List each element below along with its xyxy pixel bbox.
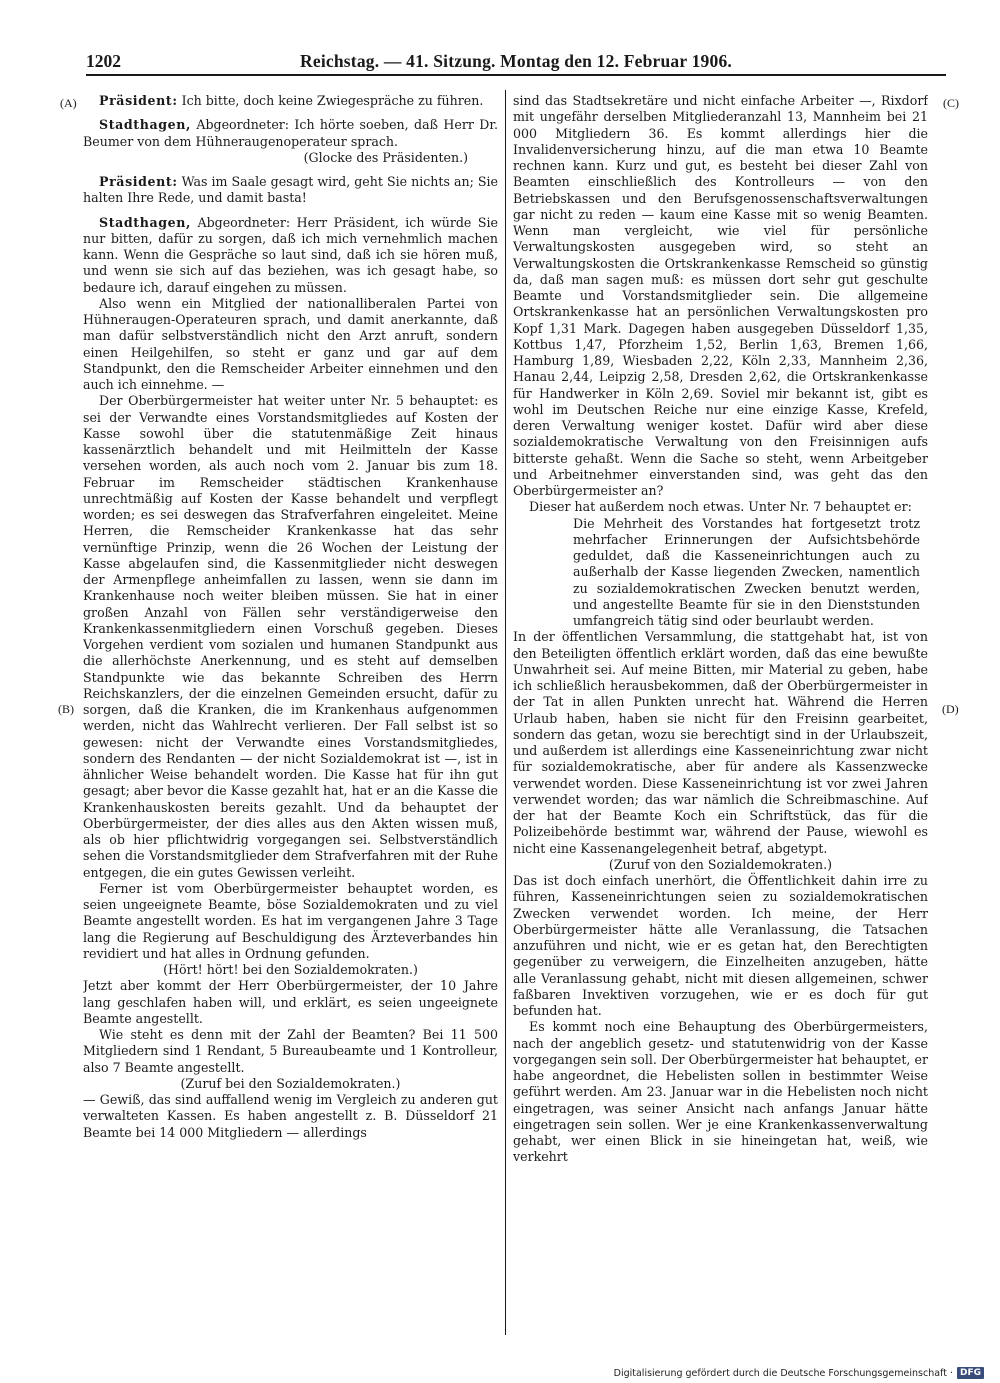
paragraph (513, 629, 928, 857)
running-title: Reichstag. — 41. Sitzung. Montag den 12. Februar 1906. (300, 51, 732, 71)
right-column (513, 93, 928, 1338)
footer-text: Digitalisierung gefördert durch die Deutsche Forschungsgemeinschaft · (613, 1367, 953, 1379)
paragraph (513, 873, 928, 1019)
dfg-logo: DFG (957, 1367, 984, 1379)
paragraph-text: — Gewiß, das sind auffallend wenig im Vergleich zu anderen gut verwalteten Kassen. Es haben angestellt z. B. Düsseldorf 21 Beamte bei 14 000 Mitgliedern — allerdings (83, 1092, 498, 1140)
interjection (83, 150, 498, 166)
paragraph-text: Wie steht es denn mit der Zahl der Beamten? Bei 11 500 Mitgliedern sind 1 Rendant, 5 Bureaubeamte und 1 Kontrolleur, also 7 Beamte angestellt. (83, 1027, 498, 1075)
footer (614, 1366, 984, 1380)
speaker-paragraph (83, 215, 498, 296)
paragraph-text: Das ist doch einfach unerhört, die Öffentlichkeit dahin irre zu führen, Kasseneinrichtungen seien zu sozialdemokratischen Zwecken verwendet worden. Ich meine, der Herr Oberbürgermeister hätte alle Veranlassung, die Tatsachen anzuführen und nicht, wie er es getan hat, den Berechtigten gegenüber zu verweigern, die Einzelheiten anzugeben, hätte alle Veranlassung gehabt, nicht mit diesen allgemeinen, schwer faßbaren Invektiven vorzugehen, wie er es doch für gut befunden hat. (513, 873, 928, 1018)
speaker-paragraph (83, 174, 498, 207)
column-divider (505, 90, 506, 1335)
paragraph-text: Also wenn ein Mitglied der nationalliberalen Partei von Hühneraugen-Operateuren sprach, und damit anerkannte, daß man dafür selbstverständlich nicht den Arzt anruft, sondern einen Heilgehilfen, so steht er ganz und gar auf dem Standpunkt, den die Remscheider Arbeiter einnehmen und den auch ich einnehme. — (83, 295, 498, 392)
paragraph-text: In der öffentlichen Versammlung, die stattgehabt hat, ist von den Beteiligten öffentlich erklärt worden, daß das eine bewußte Unwahrheit sei. Auf meine Bitten, mir Material zu geben, habe ich schließlich herausbekommen, daß der Oberbürgermeister in der Tat in allen Punkten unrecht hat. Während die Herren Urlaub haben, haben sie nicht für den Freisinn gearbeitet, sondern das getan, wozu sie berechtigt sind in der Urlaubszeit, und außerdem ist allerdings eine Kasseneinrichtung zwar nicht für sozialdemokratische, aber für andere als Kassenzwecke verwendet worden. Diese Kasseneinrichtung ist vor zwei Jahren verwendet worden; das war nämlich die Schreibmaschine. Auf der hat der Beamte Koch ein Schriftstück, das für die Polizeibehörde bestimmt war, während der Pause, wiewohl es nicht eine Kassenangelegenheit betraf, abgetypt. (513, 629, 928, 856)
paragraph-text: (Zuruf von den Sozialdemokraten.) (608, 856, 833, 872)
speaker-paragraph (83, 117, 498, 150)
speaker-paragraph (83, 93, 498, 109)
speaker-name: Präsident: (99, 93, 178, 108)
margin-mark-a: (A) (60, 96, 77, 110)
interjection (83, 1076, 498, 1092)
paragraph-text: Es kommt noch eine Behauptung des Oberbürgermeisters, nach der angeblich gesetz- und statutenwidrig von der Kasse vorgegangen sein soll. Der Oberbürgermeister hat behauptet, er habe angeordnet, die Hebelisten sollen in bestimmter Weise geführt werden. Am 23. Januar war in die Hebelisten noch nicht eingetragen, was seiner Ansicht nach anfangs Januar hätte eingetragen sein sollen. Wer je eine Krankenkassenverwaltung gehabt, wer einen Blick in sie hineingetan hat, weiß, wie verkehrt (513, 1019, 928, 1165)
paragraph-text: (Glocke des Präsidenten.) (303, 149, 468, 165)
margin-mark-b: (B) (58, 702, 74, 716)
interjection (513, 857, 928, 873)
page-number: 1202 (86, 51, 121, 71)
paragraph (83, 1092, 498, 1141)
paragraph-text: Jetzt aber kommt der Herr Oberbürgermeister, der 10 Jahre lang geschlafen haben will, und erklärt, es seien ungeeignete Beamte angestellt. (83, 978, 498, 1026)
running-header (86, 50, 946, 76)
left-column (83, 93, 498, 1338)
paragraph (83, 296, 498, 394)
paragraph (83, 881, 498, 962)
paragraph-text: (Zuruf bei den Sozialdemokraten.) (180, 1075, 401, 1091)
margin-mark-d: (D) (942, 702, 959, 716)
paragraph (513, 93, 928, 499)
paragraph (513, 1019, 928, 1165)
paragraph (83, 978, 498, 1027)
paragraph (83, 1027, 498, 1076)
paragraph-text: Abgeordneter: Herr Präsident, ich würde Sie nur bitten, dafür zu sorgen, daß ich mich vernehmlich machen kann. Wenn die Gespräche so laut sind, daß ich sie hören muß, und wenn sie sich auf das beziehen, was ich gesagt habe, so bedaure ich, darauf eingehen zu müssen. (83, 214, 498, 295)
paragraph-text: Abgeordneter: Ich hörte soeben, daß Herr Dr. Beumer von dem Hühneraugenoperateur sprach. (83, 117, 498, 149)
speaker-name: Stadthagen, (99, 214, 191, 230)
margin-mark-c: (C) (943, 96, 959, 110)
paragraph-text: Was im Saale gesagt wird, geht Sie nichts an; Sie halten Ihre Rede, und damit basta! (83, 174, 498, 206)
interjection (83, 962, 498, 978)
block-quote (573, 516, 920, 630)
paragraph (513, 499, 928, 515)
paragraph-text: Ich bitte, doch keine Zwiegespräche zu führen. (177, 93, 484, 108)
paragraph-text: Dieser hat außerdem noch etwas. Unter Nr. 7 behauptet er: (529, 499, 912, 515)
paragraph-text: (Hört! hört! bei den Sozialdemokraten.) (163, 962, 418, 977)
paragraph-text: Ferner ist vom Oberbürgermeister behauptet worden, es seien ungeeignete Beamte, böse Sozialdemokraten und zu viel Beamte angestellt worden. Es hat im vergangenen Jahre 3 Tage lang die Regierung auf Beschuldigung des Ärzteverbandes hin revidiert und hat alles in Ordnung gefunden. (83, 880, 498, 961)
paragraph-text: Der Oberbürgermeister hat weiter unter Nr. 5 behauptet: es sei der Verwandte eines Vorstandsmitgliedes auf Kosten der Kasse sowohl über die statutenmäßige Zeit hinaus kassenärztlich behandelt und mit Heilmitteln der Kasse versehen worden, als auch noch vom 2. Januar bis zum 18. Februar im Remscheider städtischen Krankenhause unrechtmäßig auf Kosten der Kasse behandelt und verpflegt worden; es sei deswegen das Strafverfahren eingeleitet. Meine Herren, die Remscheider Krankenkasse hat das sehr vernünftige Prinzip, wenn die 26 Wochen der Leistung der Kasse abgelaufen sind, die Kassenmitglieder nicht deswegen der Armenpflege anheimfallen zu lassen, wenn sie dann im Krankenhause noch weiter bleiben müssen. Sie hat in einer großen Anzahl von Fällen sehr verständigerweise den Krankenkassenmitgliedern einen Vorschuß gegeben. Dieses Vorgehen verdient vom sozialen und humanen Standpunkt aus die allerhöchste Anerkennung, und es steht auf demselben Standpunkte wie das bekannte Schreiben des Herrn Reichskanzlers, der die einzelnen Gemeinden ersucht, dafür zu sorgen, daß die Kranken, die im Krankenhaus aufgenommen werden, nicht das Wahlrecht verlieren. Der Fall selbst ist so gewesen: nicht der Verwandte eines Vorstandsmitgliedes, sondern des Rendanten — der nicht Sozialdemokrat ist —, ist in ähnlicher Weise behandelt worden. Die Kasse hat für ihn gut gesagt; aber bevor die Kasse gezahlt hat, hat er an die Kasse die Krankenhauskosten bereits gezahlt. Und da behauptet der Oberbürgermeister, der dies alles aus den Akten wissen muß, als ob hier pflichtwidrig vorgegangen sei. Selbstverständlich sehen die Vorstandsmitglieder dem Strafverfahren mit der Ruhe entgegen, die ein gutes Gewissen verleiht. (83, 393, 498, 880)
paragraph (83, 393, 498, 881)
paragraph-text: Die Mehrheit des Vorstandes hat fortgesetzt trotz mehrfacher Erinnerungen der Aufsichtsbehörde geduldet, daß die Kasseneinrichtungen auch zu außerhalb der Kasse liegenden Zwecken, namentlich zu sozialdemokratischen Zwecken benutzt werden, und angestellte Beamte für sie in den Dienststunden umfangreich tätig sind oder beurlaubt werden. (573, 515, 920, 628)
speaker-name: Präsident: (99, 174, 178, 189)
paragraph-text: sind das Stadtsekretäre und nicht einfache Arbeiter —, Rixdorf mit ungefähr derselben Mitgliederanzahl 13, Mannheim bei 21 000 Mitgliedern 36. Es kommt allerdings hier die Invalidenversicherung hinzu, auf die man etwa 10 Beamte rechnen kann. Kurz und gut, es besteht bei dieser Zahl von Beamten einschließlich des Kontrolleurs — von den Betriebskassen und den Berufsgenossenschaftsverwaltungen gar nicht zu reden — kaum eine Kasse mit so wenig Beamten. Wenn man vergleicht, wie viel für persönliche Verwaltungskosten ausgegeben wird, so steht an Verwaltungskosten die Ortskrankenkasse Remscheid so günstig da, daß man sagen muß: es müssen dort sehr gut geschulte Beamte und Vorstandsmitglieder sein. Die allgemeine Ortskrankenkasse hat an persönlichen Verwaltungskosten pro Kopf 1,31 Mark. Dagegen haben ausgegeben Düsseldorf 1,35, Kottbus 1,47, Pforzheim 1,52, Berlin 1,63, Bremen 1,66, Hamburg 1,89, Wiesbaden 2,22, Köln 2,33, Mannheim 2,36, Hanau 2,44, Leipzig 2,58, Dresden 2,62, die Ortskrankenkasse für Handwerker in Köln 2,69. Soviel mir bekannt ist, gibt es wohl im Deutschen Reiche nur eine einzige Kasse, Krefeld, deren Verwaltung weniger kostet. Dafür wird aber diese sozialdemokratische Verwaltung von den Freisinnigen aufs bitterste gehaßt. Wenn die Sache so steht, wenn Arbeitgeber und Arbeitnehmer einverstanden sind, was geht das den Oberbürgermeister an? (513, 93, 928, 498)
speaker-name: Stadthagen, (99, 117, 191, 133)
